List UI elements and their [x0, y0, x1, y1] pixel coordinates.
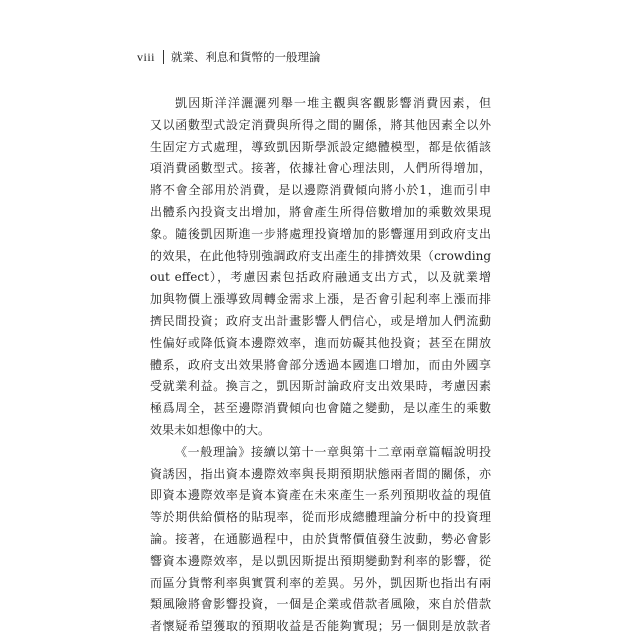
- paragraph-1: [150, 93, 491, 442]
- paragraph-line: 象。隨後凱因斯進一步將處理投資增加的影響運用到政府支出: [150, 226, 491, 241]
- paragraph-line: 極爲周全，甚至邊際消費傾向也會隨之變動，是以產生的乘數: [150, 401, 491, 416]
- paragraph-line: 資誘因，指出資本邊際效率與長期預期狀態兩者間的關係，亦: [150, 466, 491, 481]
- paragraph-line: 即資本邊際效率是資本資產在未來產生一系列預期收益的現值: [150, 488, 491, 503]
- page-number: viii: [137, 49, 156, 64]
- paragraph-line: 出體系內投資支出增加，將會產生所得倍數增加的乘數效果現: [150, 204, 491, 219]
- body-text: [150, 93, 491, 638]
- paragraph-line: 而區分貨幣利率與實質利率的差異。另外，凱因斯也指出有兩: [150, 575, 491, 590]
- paragraph-line: 論。接著，在通膨過程中，由於貨幣價值發生波動，勢必會影: [150, 531, 491, 546]
- paragraph-line: 者懷疑希望獲取的預期收益是否能夠實現；另一個則是放款者: [150, 619, 491, 634]
- paragraph-line: 的效果，在此他特別強調政府支出產生的排擠效果（crowding: [150, 248, 491, 263]
- paragraph-line: 又以函數型式設定消費與所得之間的關係，將其他因素全以外: [150, 117, 491, 132]
- paragraph-line: 生固定方式處理，導致凱因斯學派設定總體模型，都是依循該: [150, 139, 491, 154]
- paragraph-line: 《一般理論》接續以第十一章與第十二章兩章篇幅說明投: [175, 444, 491, 459]
- paragraph-line: 加與物價上漲導致周轉金需求上漲，是否會引起利率上漲而排: [150, 292, 491, 307]
- paragraph-line: 性偏好或降低資本邊際效率，進而妨礙其他投資；甚至在開放: [150, 335, 491, 350]
- header-separator: [163, 50, 164, 64]
- paragraph-2: [150, 442, 491, 638]
- paragraph-line: 體系，政府支出效果將會部分透過本國進口增加，而由外國享: [150, 357, 491, 372]
- paragraph-line: 凱因斯洋洋灑灑列舉一堆主觀與客觀影響消費因素，但: [175, 96, 491, 110]
- paragraph-line: 擠民間投資；政府支出計畫影響人們信心，或是增加人們流動: [150, 313, 491, 328]
- paragraph-line: 響資本邊際效率，是以凱因斯提出預期變動對利率的影響，從: [150, 553, 491, 568]
- paragraph-line: out effect），考慮因素包括政府融通支出方式，以及就業增: [150, 270, 491, 285]
- paragraph-line: 等於期供給價格的貼現率，從而形成總體理論分析中的投資理: [150, 510, 491, 525]
- paragraph-line: 類風險將會影響投資，一個是企業或借款者風險，來自於借款: [150, 597, 491, 612]
- paragraph-line: 將不會全部用於消費，是以邊際消費傾向將小於1，進而引申: [150, 183, 491, 198]
- paragraph-line: 效果未如想像中的大。: [150, 422, 271, 437]
- running-title: 就業、利息和貨幣的一般理論: [171, 50, 321, 64]
- running-header: [137, 49, 321, 65]
- paragraph-line: 受就業利益。換言之，凱因斯討論政府支出效果時，考慮因素: [150, 379, 491, 394]
- paragraph-line: 項消費函數型式。接著，依據社會心理法則，人們所得增加，: [150, 161, 491, 176]
